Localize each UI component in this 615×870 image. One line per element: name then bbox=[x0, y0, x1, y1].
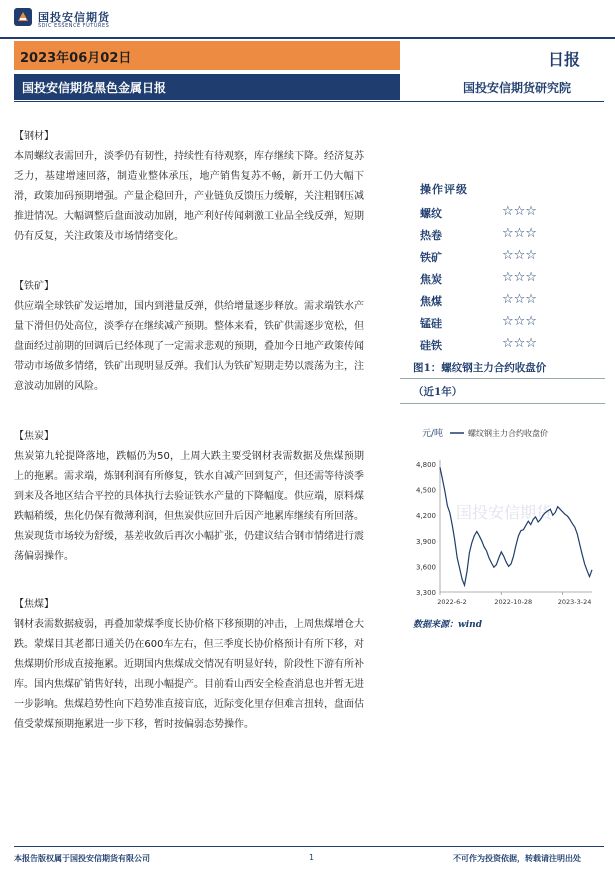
rating-commodity: 热卷 bbox=[420, 229, 442, 242]
rating-commodity: 焦煤 bbox=[420, 295, 442, 308]
rating-row bbox=[420, 249, 590, 271]
rating-stars: ☆☆☆ bbox=[502, 204, 537, 219]
rating-row bbox=[420, 227, 590, 249]
rating-stars: ☆☆☆ bbox=[502, 292, 537, 307]
y-tick-label: 4,200 bbox=[415, 512, 436, 521]
section-heading: 【焦炭】 bbox=[14, 431, 54, 442]
logo-english-text: SDIC ESSENCE FUTURES bbox=[38, 23, 110, 29]
rating-stars: ☆☆☆ bbox=[502, 248, 537, 263]
page-number: 1 bbox=[309, 853, 315, 862]
title-divider bbox=[14, 101, 604, 102]
rating-stars: ☆☆☆ bbox=[502, 226, 537, 241]
rating-stars: ☆☆☆ bbox=[502, 314, 537, 329]
rating-row bbox=[420, 337, 590, 359]
rating-commodity: 焦炭 bbox=[420, 273, 442, 286]
figure-subtitle: （近1年） bbox=[413, 386, 463, 398]
rating-title: 操作评级 bbox=[420, 183, 468, 196]
report-type-label: 日报 bbox=[548, 50, 581, 69]
x-tick-label: 2022-6-2 bbox=[437, 598, 467, 606]
report-date: 2023年06月02日 bbox=[20, 51, 132, 66]
rating-row bbox=[420, 205, 590, 227]
report-title: 国投安信期货黑色金属日报 bbox=[22, 81, 167, 95]
rating-row bbox=[420, 293, 590, 315]
section-coke bbox=[14, 427, 364, 567]
section-coking-coal bbox=[14, 595, 364, 735]
company-logo-icon bbox=[14, 8, 32, 26]
footer-divider bbox=[14, 846, 604, 847]
rating-stars: ☆☆☆ bbox=[502, 336, 537, 351]
footer-copyright: 本报告版权属于国投安信期货有限公司 bbox=[14, 853, 150, 863]
section-heading: 【铁矿】 bbox=[14, 281, 54, 292]
section-steel bbox=[14, 127, 364, 247]
logo-text: 国投安信期货 bbox=[38, 11, 110, 24]
institute-name: 国投安信期货研究院 bbox=[463, 81, 572, 95]
series-line bbox=[440, 467, 592, 585]
figure-divider bbox=[400, 378, 605, 379]
y-axis-label: 元/吨 bbox=[422, 429, 444, 439]
data-source: 数据来源：wind bbox=[413, 620, 483, 630]
rating-row bbox=[420, 271, 590, 293]
rating-commodity: 硅铁 bbox=[420, 339, 442, 352]
rating-stars: ☆☆☆ bbox=[502, 270, 537, 285]
rating-commodity: 锰硅 bbox=[420, 317, 442, 330]
watermark: 国投安信期货 bbox=[456, 505, 553, 522]
section-heading: 【钢材】 bbox=[14, 131, 54, 142]
y-tick-label: 4,800 bbox=[415, 461, 436, 469]
rating-row bbox=[420, 315, 590, 337]
y-tick-label: 4,500 bbox=[415, 486, 436, 495]
section-body: 供应端全球铁矿发运增加，国内到港量反弹，供给增量逐步释放。需求端铁水产量下滑但仍处高位，淡季存在继续减产预期。整体来看，铁矿供需逐步宽松，但盘面经过前期的回调后已经体现了一定需求悲观的预期，叠加今日地产政策传闻带动市场做多情绪，铁矿出现明显反弹。我们认为铁矿短期走势以震荡为主，注意波动加剧的风险。 bbox=[14, 301, 364, 392]
x-tick-label: 2023-3-24 bbox=[557, 598, 592, 606]
section-body: 钢材表需数据疲弱，再叠加蒙煤季度长协价格下移预期的冲击，上周焦煤增仓大跌。蒙煤目其老都日通关仍在600车左右，但三季度长协价格预计有所下移，对焦煤期价形成直接拖累。近期国内焦煤成交情况有明显好转，阶段性下游有所补库。国内焦煤矿销售好转，出现小幅提产。目前看山西安全检查消息也并暂无进一步影响。焦煤趋势性向下趋势准直接盲底，近际变化里存但难言扭转，盘面估值受蒙煤预期拖累进一步下移，暂时按偏弱态势操作。 bbox=[14, 619, 364, 730]
y-tick-label: 3,900 bbox=[415, 537, 436, 546]
y-tick-label: 3,300 bbox=[415, 589, 436, 597]
rating-commodity: 螺纹 bbox=[420, 207, 442, 220]
section-iron-ore bbox=[14, 277, 364, 397]
footer-disclaimer: 不可作为投资依据，转载请注明出处 bbox=[453, 853, 581, 863]
price-line-chart bbox=[400, 420, 600, 612]
section-body: 本周螺纹表需回升，淡季仍有韧性，持续性有待观察，库存继续下降。经济复苏乏力，基建增速回落，制造业整体承压，地产销售复苏不畅，新开工仍大幅下滑，政策加码预期增强。产量企稳回升，产业链负反馈压力缓解，关注粗钢压减推进情况。大幅调整后盘面波动加剧，地产利好传闻刺激工业品全线反弹，短期仍有反复，关注政策及市场情绪变化。 bbox=[14, 151, 364, 242]
figure-title: 图1：螺纹钢主力合约收盘价 bbox=[413, 362, 547, 374]
x-tick-label: 2022-10-28 bbox=[494, 598, 533, 606]
section-heading: 【焦煤】 bbox=[14, 599, 54, 610]
figure-divider bbox=[400, 403, 605, 404]
legend-label: 螺纹钢主力合约收盘价 bbox=[468, 429, 548, 438]
section-body: 焦炭第九轮提降落地，跌幅仍为50，上周大跌主要受钢材表需数据及焦煤预期上的拖累。需求端，炼钢利润有所修复，铁水自减产回到复产，但还需等待淡季到来及各地区结合平控的具体执行去验证铁水产量的下降幅度。供应端，原料煤跌幅稍缓，焦化仍保有微薄利润，但焦炭供应回升后因产地累库继续有所回落。焦炭现货市场较为舒缓，基差收敛后再次小幅扩张，仍建议结合钢市情绪进行震荡偏弱操作。 bbox=[14, 451, 364, 562]
y-tick-label: 3,600 bbox=[415, 563, 436, 572]
header-divider bbox=[0, 37, 615, 39]
rating-commodity: 铁矿 bbox=[420, 251, 442, 264]
